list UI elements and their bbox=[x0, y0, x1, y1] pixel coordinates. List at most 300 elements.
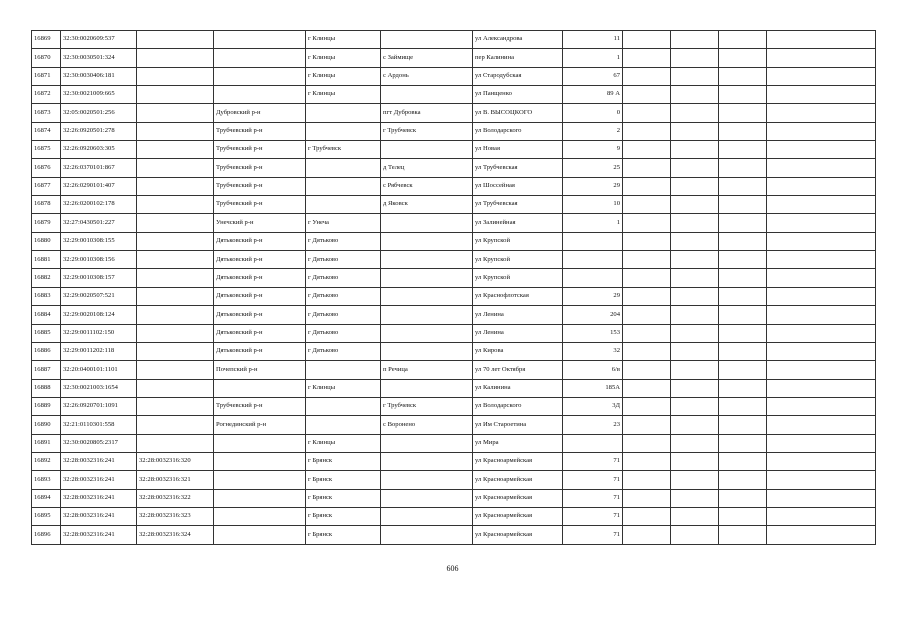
cell-cadastral-number: 32:29:0010308:155 bbox=[61, 232, 137, 250]
cell-house-number: 71 bbox=[563, 489, 623, 507]
cell-empty bbox=[623, 269, 671, 287]
cell-empty bbox=[671, 159, 719, 177]
cell-city: г Дятьково bbox=[306, 324, 381, 342]
cell-record-id: 16873 bbox=[32, 104, 61, 122]
cell-record-id: 16886 bbox=[32, 342, 61, 360]
cell-settlement: д Телец bbox=[381, 159, 473, 177]
cell-settlement bbox=[381, 434, 473, 452]
cell-empty bbox=[623, 104, 671, 122]
cell-settlement: пгт Дубровка bbox=[381, 104, 473, 122]
cell-empty bbox=[767, 287, 876, 305]
cell-street: ул Трубчевская bbox=[473, 196, 563, 214]
cell-house-number: 2 bbox=[563, 122, 623, 140]
cell-empty bbox=[671, 397, 719, 415]
cell-record-id: 16887 bbox=[32, 361, 61, 379]
cell-street: ул Панщенко bbox=[473, 86, 563, 104]
cell-house-number bbox=[563, 232, 623, 250]
cell-settlement bbox=[381, 324, 473, 342]
cell-cadastral-number: 32:27:0430501:227 bbox=[61, 214, 137, 232]
cell-street: ул Красноармейская bbox=[473, 471, 563, 489]
cell-cadastral-number-2: 32:28:0032316:320 bbox=[137, 452, 214, 470]
cell-city bbox=[306, 416, 381, 434]
cell-empty bbox=[671, 361, 719, 379]
table-row bbox=[32, 251, 876, 269]
cell-record-id: 16893 bbox=[32, 471, 61, 489]
cell-cadastral-number-2: 32:28:0032316:324 bbox=[137, 526, 214, 544]
cell-empty bbox=[671, 269, 719, 287]
cell-empty bbox=[719, 416, 767, 434]
cell-empty bbox=[623, 379, 671, 397]
cell-empty bbox=[719, 379, 767, 397]
cell-settlement bbox=[381, 31, 473, 49]
cell-empty bbox=[719, 159, 767, 177]
table-row bbox=[32, 361, 876, 379]
cell-district bbox=[214, 452, 306, 470]
cell-empty bbox=[719, 434, 767, 452]
table-row bbox=[32, 287, 876, 305]
cell-empty bbox=[719, 214, 767, 232]
cell-empty bbox=[623, 397, 671, 415]
cell-city: г Брянск bbox=[306, 526, 381, 544]
table-row bbox=[32, 214, 876, 232]
cell-empty bbox=[767, 434, 876, 452]
cell-empty bbox=[623, 232, 671, 250]
cell-empty bbox=[767, 177, 876, 195]
cell-settlement bbox=[381, 251, 473, 269]
cell-cadastral-number-2: 32:28:0032316:323 bbox=[137, 507, 214, 525]
cell-empty bbox=[767, 379, 876, 397]
cell-empty bbox=[623, 196, 671, 214]
cell-settlement bbox=[381, 287, 473, 305]
cell-empty bbox=[623, 452, 671, 470]
table-row bbox=[32, 434, 876, 452]
cell-empty bbox=[671, 434, 719, 452]
cell-empty bbox=[719, 177, 767, 195]
cell-street: ул Краснофлотская bbox=[473, 287, 563, 305]
cell-empty bbox=[671, 196, 719, 214]
cell-house-number: 32 bbox=[563, 342, 623, 360]
cell-street: ул Красноармейская bbox=[473, 526, 563, 544]
cell-district bbox=[214, 507, 306, 525]
cell-empty bbox=[671, 104, 719, 122]
cell-street: ул Новая bbox=[473, 141, 563, 159]
cell-empty bbox=[767, 86, 876, 104]
cell-city: г Клинцы bbox=[306, 434, 381, 452]
cell-empty bbox=[767, 141, 876, 159]
cell-cadastral-number: 32:26:0290101:407 bbox=[61, 177, 137, 195]
cell-house-number: 71 bbox=[563, 471, 623, 489]
cell-empty bbox=[719, 526, 767, 544]
cell-record-id: 16878 bbox=[32, 196, 61, 214]
cell-empty bbox=[767, 31, 876, 49]
cell-district: Трубчевский р-н bbox=[214, 177, 306, 195]
cell-cadastral-number: 32:29:0020507:521 bbox=[61, 287, 137, 305]
cell-record-id: 16869 bbox=[32, 31, 61, 49]
cell-empty bbox=[719, 31, 767, 49]
cell-cadastral-number: 32:29:0020108:124 bbox=[61, 306, 137, 324]
cell-house-number: 89 А bbox=[563, 86, 623, 104]
table-row bbox=[32, 306, 876, 324]
cell-empty bbox=[671, 251, 719, 269]
cell-cadastral-number-2 bbox=[137, 159, 214, 177]
cell-cadastral-number-2 bbox=[137, 287, 214, 305]
cell-house-number: 10 bbox=[563, 196, 623, 214]
cell-city bbox=[306, 361, 381, 379]
cell-district: Трубчевский р-н bbox=[214, 122, 306, 140]
cell-empty bbox=[623, 251, 671, 269]
cell-settlement bbox=[381, 306, 473, 324]
cell-street: ул Кирова bbox=[473, 342, 563, 360]
cell-empty bbox=[623, 159, 671, 177]
cell-settlement: г Трубчевск bbox=[381, 122, 473, 140]
cell-empty bbox=[623, 507, 671, 525]
cell-empty bbox=[671, 452, 719, 470]
table-row bbox=[32, 489, 876, 507]
cell-city bbox=[306, 122, 381, 140]
cell-settlement bbox=[381, 232, 473, 250]
cell-cadastral-number-2 bbox=[137, 251, 214, 269]
cell-record-id: 16872 bbox=[32, 86, 61, 104]
cell-empty bbox=[719, 196, 767, 214]
cell-cadastral-number-2 bbox=[137, 379, 214, 397]
cell-house-number: 67 bbox=[563, 67, 623, 85]
table-row bbox=[32, 471, 876, 489]
cell-house-number: 1 bbox=[563, 49, 623, 67]
cell-empty bbox=[623, 122, 671, 140]
table-row bbox=[32, 526, 876, 544]
cell-district: Рогнединский р-н bbox=[214, 416, 306, 434]
cell-cadastral-number-2: 32:28:0032316:322 bbox=[137, 489, 214, 507]
cell-cadastral-number: 32:26:0370101:867 bbox=[61, 159, 137, 177]
cell-house-number: 71 bbox=[563, 507, 623, 525]
cell-street: ул Володарского bbox=[473, 397, 563, 415]
cell-city: г Клинцы bbox=[306, 67, 381, 85]
cell-district: Дятьковский р-н bbox=[214, 324, 306, 342]
cell-city bbox=[306, 397, 381, 415]
cell-empty bbox=[767, 104, 876, 122]
cell-cadastral-number: 32:28:0032316:241 bbox=[61, 526, 137, 544]
cell-cadastral-number: 32:28:0032316:241 bbox=[61, 452, 137, 470]
cell-settlement bbox=[381, 342, 473, 360]
cell-district: Дятьковский р-н bbox=[214, 342, 306, 360]
cell-house-number: 71 bbox=[563, 526, 623, 544]
cell-empty bbox=[623, 177, 671, 195]
cell-empty bbox=[671, 49, 719, 67]
cell-district bbox=[214, 434, 306, 452]
cell-record-id: 16881 bbox=[32, 251, 61, 269]
cell-empty bbox=[623, 214, 671, 232]
cell-record-id: 16874 bbox=[32, 122, 61, 140]
cell-record-id: 16883 bbox=[32, 287, 61, 305]
cell-house-number: 71 bbox=[563, 452, 623, 470]
cell-district: Трубчевский р-н bbox=[214, 141, 306, 159]
cell-house-number: 9 bbox=[563, 141, 623, 159]
cell-empty bbox=[671, 379, 719, 397]
cell-cadastral-number: 32:29:0010308:157 bbox=[61, 269, 137, 287]
cell-cadastral-number: 32:28:0032316:241 bbox=[61, 507, 137, 525]
cell-district: Дятьковский р-н bbox=[214, 306, 306, 324]
cell-settlement bbox=[381, 214, 473, 232]
cell-cadastral-number-2 bbox=[137, 434, 214, 452]
cell-empty bbox=[767, 489, 876, 507]
cell-city: г Брянск bbox=[306, 507, 381, 525]
registry-table bbox=[31, 30, 876, 545]
cell-city: г Унеча bbox=[306, 214, 381, 232]
cell-cadastral-number: 32:30:0021009:665 bbox=[61, 86, 137, 104]
cell-record-id: 16875 bbox=[32, 141, 61, 159]
cell-record-id: 16888 bbox=[32, 379, 61, 397]
table-row bbox=[32, 86, 876, 104]
table-row bbox=[32, 31, 876, 49]
table-row bbox=[32, 324, 876, 342]
cell-empty bbox=[719, 489, 767, 507]
cell-cadastral-number: 32:30:0020609:537 bbox=[61, 31, 137, 49]
cell-empty bbox=[623, 489, 671, 507]
table-row bbox=[32, 416, 876, 434]
cell-street: ул Красноармейская bbox=[473, 507, 563, 525]
cell-empty bbox=[623, 67, 671, 85]
cell-record-id: 16895 bbox=[32, 507, 61, 525]
cell-settlement bbox=[381, 86, 473, 104]
cell-empty bbox=[671, 86, 719, 104]
cell-empty bbox=[767, 416, 876, 434]
cell-empty bbox=[767, 361, 876, 379]
cell-street: пер Калинина bbox=[473, 49, 563, 67]
cell-street: ул Ленина bbox=[473, 324, 563, 342]
cell-empty bbox=[623, 324, 671, 342]
table-row bbox=[32, 159, 876, 177]
cell-district: Унечский р-н bbox=[214, 214, 306, 232]
cell-cadastral-number-2 bbox=[137, 342, 214, 360]
cell-empty bbox=[671, 489, 719, 507]
cell-street: ул В. ВЫСОЦКОГО bbox=[473, 104, 563, 122]
cell-cadastral-number-2 bbox=[137, 141, 214, 159]
cell-cadastral-number-2 bbox=[137, 86, 214, 104]
cell-empty bbox=[671, 416, 719, 434]
cell-settlement bbox=[381, 269, 473, 287]
cell-empty bbox=[767, 507, 876, 525]
cell-settlement bbox=[381, 507, 473, 525]
cell-empty bbox=[767, 67, 876, 85]
cell-empty bbox=[767, 471, 876, 489]
cell-cadastral-number: 32:05:0020501:256 bbox=[61, 104, 137, 122]
cell-cadastral-number: 32:29:0011202:118 bbox=[61, 342, 137, 360]
cell-city: г Клинцы bbox=[306, 379, 381, 397]
cell-empty bbox=[671, 287, 719, 305]
cell-cadastral-number: 32:26:0200102:178 bbox=[61, 196, 137, 214]
cell-city: г Клинцы bbox=[306, 86, 381, 104]
cell-empty bbox=[671, 324, 719, 342]
cell-cadastral-number: 32:26:0920701:1091 bbox=[61, 397, 137, 415]
cell-record-id: 16896 bbox=[32, 526, 61, 544]
cell-record-id: 16880 bbox=[32, 232, 61, 250]
cell-empty bbox=[767, 122, 876, 140]
cell-empty bbox=[671, 342, 719, 360]
cell-empty bbox=[671, 526, 719, 544]
cell-settlement bbox=[381, 141, 473, 159]
cell-district: Дятьковский р-н bbox=[214, 269, 306, 287]
cell-street: ул Александрова bbox=[473, 31, 563, 49]
cell-empty bbox=[719, 141, 767, 159]
cell-cadastral-number-2 bbox=[137, 232, 214, 250]
cell-settlement: с Рябчевск bbox=[381, 177, 473, 195]
cell-city: г Дятьково bbox=[306, 232, 381, 250]
table-row bbox=[32, 104, 876, 122]
cell-district bbox=[214, 49, 306, 67]
table-row bbox=[32, 141, 876, 159]
cell-house-number bbox=[563, 251, 623, 269]
cell-empty bbox=[767, 452, 876, 470]
cell-cadastral-number: 32:30:0030501:324 bbox=[61, 49, 137, 67]
cell-empty bbox=[719, 306, 767, 324]
cell-empty bbox=[623, 471, 671, 489]
cell-settlement bbox=[381, 379, 473, 397]
cell-district bbox=[214, 86, 306, 104]
cell-city: г Трубчевск bbox=[306, 141, 381, 159]
cell-cadastral-number: 32:30:0021003:1654 bbox=[61, 379, 137, 397]
cell-empty bbox=[623, 31, 671, 49]
cell-record-id: 16890 bbox=[32, 416, 61, 434]
cell-cadastral-number-2 bbox=[137, 324, 214, 342]
cell-empty bbox=[719, 269, 767, 287]
cell-settlement bbox=[381, 471, 473, 489]
cell-city: г Дятьково bbox=[306, 306, 381, 324]
cell-house-number: 3Д bbox=[563, 397, 623, 415]
cell-district: Дятьковский р-н bbox=[214, 251, 306, 269]
cell-city: г Брянск bbox=[306, 471, 381, 489]
cell-cadastral-number: 32:20:0400101:1101 bbox=[61, 361, 137, 379]
cell-record-id: 16877 bbox=[32, 177, 61, 195]
cell-settlement: с Ардонь bbox=[381, 67, 473, 85]
table-row bbox=[32, 269, 876, 287]
cell-cadastral-number-2 bbox=[137, 306, 214, 324]
cell-record-id: 16894 bbox=[32, 489, 61, 507]
cell-cadastral-number: 32:26:0920501:278 bbox=[61, 122, 137, 140]
table-row bbox=[32, 196, 876, 214]
cell-street: ул Крупской bbox=[473, 251, 563, 269]
table-row bbox=[32, 67, 876, 85]
cell-empty bbox=[767, 251, 876, 269]
cell-city: г Дятьково bbox=[306, 342, 381, 360]
cell-city bbox=[306, 196, 381, 214]
table-row bbox=[32, 379, 876, 397]
cell-settlement: д Яковск bbox=[381, 196, 473, 214]
cell-empty bbox=[671, 177, 719, 195]
cell-empty bbox=[623, 49, 671, 67]
cell-city bbox=[306, 159, 381, 177]
cell-empty bbox=[671, 31, 719, 49]
page-number: 606 bbox=[446, 564, 459, 573]
table-body bbox=[32, 31, 876, 545]
cell-settlement: п Речица bbox=[381, 361, 473, 379]
cell-district bbox=[214, 31, 306, 49]
cell-district: Дятьковский р-н bbox=[214, 287, 306, 305]
cell-record-id: 16885 bbox=[32, 324, 61, 342]
cell-district: Трубчевский р-н bbox=[214, 196, 306, 214]
cell-city: г Клинцы bbox=[306, 31, 381, 49]
cell-empty bbox=[719, 397, 767, 415]
cell-empty bbox=[767, 49, 876, 67]
cell-empty bbox=[767, 306, 876, 324]
cell-record-id: 16871 bbox=[32, 67, 61, 85]
cell-empty bbox=[767, 269, 876, 287]
cell-cadastral-number-2 bbox=[137, 31, 214, 49]
cell-cadastral-number: 32:26:0920603:305 bbox=[61, 141, 137, 159]
cell-empty bbox=[767, 342, 876, 360]
cell-district bbox=[214, 526, 306, 544]
cell-district: Почепский р-н bbox=[214, 361, 306, 379]
cell-cadastral-number: 32:29:0010308:156 bbox=[61, 251, 137, 269]
cell-cadastral-number: 32:30:0020805:2317 bbox=[61, 434, 137, 452]
cell-empty bbox=[623, 86, 671, 104]
cell-empty bbox=[719, 324, 767, 342]
cell-city: г Дятьково bbox=[306, 287, 381, 305]
cell-street: ул Шоссейная bbox=[473, 177, 563, 195]
cell-house-number: 23 bbox=[563, 416, 623, 434]
cell-cadastral-number-2 bbox=[137, 397, 214, 415]
cell-settlement bbox=[381, 489, 473, 507]
cell-settlement: с Воронено bbox=[381, 416, 473, 434]
cell-empty bbox=[623, 342, 671, 360]
cell-district: Дубровский р-н bbox=[214, 104, 306, 122]
table-row bbox=[32, 122, 876, 140]
cell-settlement: г Трубчевск bbox=[381, 397, 473, 415]
cell-record-id: 16882 bbox=[32, 269, 61, 287]
cell-empty bbox=[719, 86, 767, 104]
cell-house-number: 185А bbox=[563, 379, 623, 397]
table-row bbox=[32, 397, 876, 415]
table-row bbox=[32, 507, 876, 525]
cell-house-number: 153 bbox=[563, 324, 623, 342]
cell-district bbox=[214, 379, 306, 397]
cell-house-number: 11 bbox=[563, 31, 623, 49]
cell-cadastral-number-2 bbox=[137, 196, 214, 214]
cell-cadastral-number: 32:28:0032316:241 bbox=[61, 471, 137, 489]
cell-street: ул Мира bbox=[473, 434, 563, 452]
cell-empty bbox=[671, 214, 719, 232]
cell-city bbox=[306, 177, 381, 195]
cell-district bbox=[214, 67, 306, 85]
cell-empty bbox=[767, 324, 876, 342]
cell-house-number: 204 bbox=[563, 306, 623, 324]
cell-cadastral-number: 32:21:0110301:558 bbox=[61, 416, 137, 434]
cell-cadastral-number: 32:29:0011102:150 bbox=[61, 324, 137, 342]
cell-street: ул Калинина bbox=[473, 379, 563, 397]
cell-record-id: 16870 bbox=[32, 49, 61, 67]
cell-cadastral-number-2 bbox=[137, 122, 214, 140]
cell-street: ул Красноармейская bbox=[473, 489, 563, 507]
cell-empty bbox=[719, 507, 767, 525]
cell-street: ул 70 лет Октября bbox=[473, 361, 563, 379]
cell-street: ул Залинейная bbox=[473, 214, 563, 232]
cell-empty bbox=[623, 141, 671, 159]
cell-street: ул Им Староетина bbox=[473, 416, 563, 434]
table-row bbox=[32, 232, 876, 250]
cell-district: Дятьковский р-н bbox=[214, 232, 306, 250]
cell-city: г Брянск bbox=[306, 489, 381, 507]
cell-house-number: 0 bbox=[563, 104, 623, 122]
cell-empty bbox=[671, 507, 719, 525]
cell-cadastral-number-2 bbox=[137, 104, 214, 122]
cell-cadastral-number: 32:28:0032316:241 bbox=[61, 489, 137, 507]
cell-empty bbox=[719, 342, 767, 360]
cell-cadastral-number-2: 32:28:0032316:321 bbox=[137, 471, 214, 489]
cell-empty bbox=[671, 306, 719, 324]
cell-house-number: 29 bbox=[563, 287, 623, 305]
cell-city: г Дятьково bbox=[306, 269, 381, 287]
cell-empty bbox=[719, 287, 767, 305]
cell-empty bbox=[623, 416, 671, 434]
